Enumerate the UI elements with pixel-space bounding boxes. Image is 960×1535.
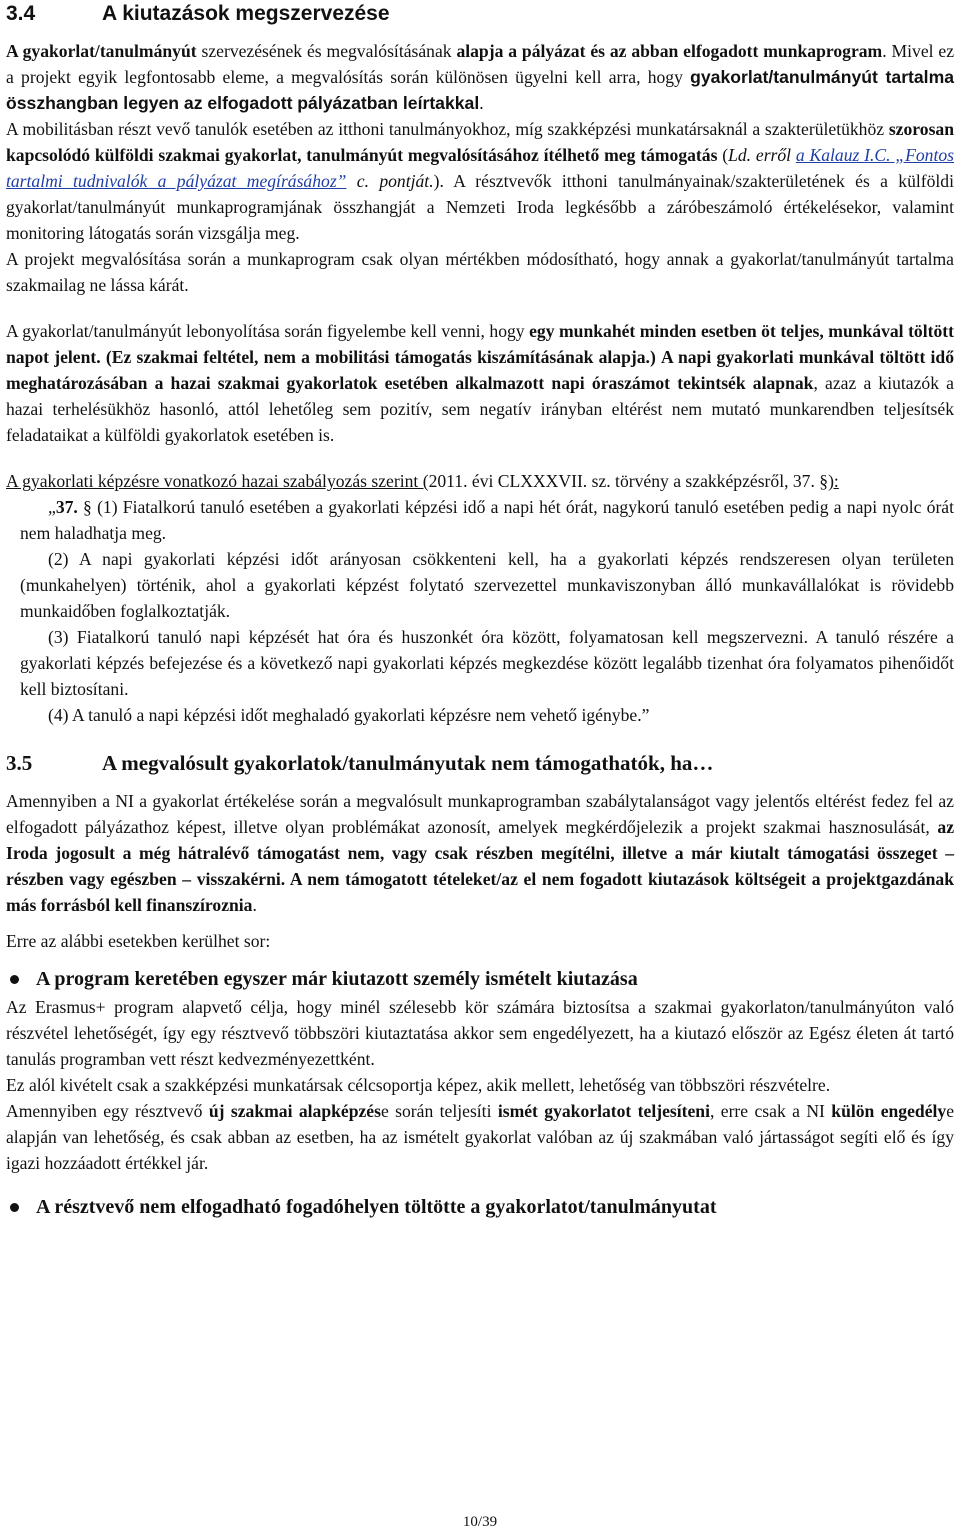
- section-number: 3.5: [6, 750, 33, 775]
- paragraph-3-4-1: [6, 38, 954, 116]
- text: 2011. évi CLXXXVII. sz. törvény a szakképzésről, 37. §: [428, 471, 829, 491]
- paragraph-3-5-1: [6, 788, 954, 918]
- paragraph-3-4-2: [6, 116, 954, 246]
- text: ). A résztvevők itthoni tanulmányainak/szakterületének és a külföldi gyakorlat/tanulmányút munkaprogramjának összhangját a Nemzeti Iroda legkésőbb a záróbeszámoló értékelésekor, valamint monitoring látogatás során vizsgálja meg.: [6, 171, 954, 243]
- document-page: [6, 0, 954, 1222]
- law-quote: [6, 494, 954, 728]
- text-bold: külön engedély: [831, 1101, 947, 1121]
- text: (1) Fiatalkorú tanuló esetében a gyakorlati képzési idő a napi hét órát, nagykorú tanuló esetében pedig a napi nyolc órát nem haladhatja meg.: [20, 497, 954, 543]
- text: , erre csak a NI: [709, 1101, 832, 1121]
- bullet-text: A résztvevő nem elfogadható fogadóhelyen töltötte a gyakorlatot/tanulmányutat: [36, 1195, 717, 1218]
- bullet-1-paragraph-3: [6, 1098, 954, 1176]
- text-bold: alapja a pályázat és az abban elfogadott munkaprogram: [456, 41, 883, 61]
- section-title: A megvalósult gyakorlatok/tanulmányutak nem támogathatók, ha…: [102, 750, 714, 775]
- text: Amennyiben egy résztvevő: [6, 1101, 209, 1121]
- text: szervezésének és megvalósításának: [196, 41, 457, 61]
- bullet-1-paragraph-1: Az Erasmus+ program alapvető célja, hogy minél szélesebb kör számára biztosítsa a szakmai gyakorlaton/tanulmányúton való részvétel lehetőségét, így egy résztvevő többszöri kiutaztatása akkor sem engedélyezett, ha a kiutazó először az Egész életen át tartó tanulás programban vett részt kedvezményezettként.: [6, 997, 954, 1069]
- paragraph-3-4-4: [6, 318, 954, 448]
- text-italic: c. pontját.: [346, 171, 434, 191]
- bullet-dot-icon: [10, 1203, 19, 1212]
- paragraph-3-4-5: [6, 468, 954, 494]
- section-3-4-heading: [6, 0, 954, 28]
- text: A gyakorlat/tanulmányút lebonyolítása során figyelembe kell venni, hogy: [6, 321, 530, 341]
- text: (: [717, 145, 729, 165]
- paragraph-3-5-2: Erre az alábbi esetekben kerülhet sor:: [6, 931, 271, 951]
- text: e során teljesíti: [380, 1101, 498, 1121]
- text-bold: új szakmai alapképzés: [208, 1101, 381, 1121]
- bullet-text: A program keretében egyszer már kiutazott személy ismételt kiutazása: [36, 967, 638, 990]
- text: „: [48, 497, 56, 517]
- text-bold: 37.: [55, 497, 78, 517]
- text-italic: Ld. erről: [728, 145, 796, 165]
- text-bold: szorosan kapcsolódó külföldi szakmai gyakorlat, tanulmányút megvalósításához ítélhető meg támogatás: [6, 119, 954, 165]
- text: , azaz a kiutazók a hazai terhelésükhöz hasonló, attól lehetőleg sem pozitív, sem negatív irányban eltérést nem mutató munkarendben teljesítsék feladataikat a külföldi gyakorlatok esetében is.: [6, 373, 954, 445]
- law-quote-item-3: (3) Fiatalkorú tanuló napi képzését hat óra és huszonkét óra között, folyamatosan kell megszervezni. A tanuló részére a gyakorlati képzés befejezése és a következő napi gyakorlati képzés megkezdése között legalább tizenhat óra folyamatos pihenőidőt kell biztosítani.: [20, 627, 954, 699]
- text: Amennyiben a NI a gyakorlat értékelése során a megvalósult munkaprogramban szabálytalanságot vagy jelentős eltérést fedez fel az elfogadott pályázathoz képest, illetve olyan problémákat azonosít, amelyek megkérdőjelezik a projekt szakmai hasznosulását,: [6, 791, 954, 837]
- bullet-item-1: [6, 964, 954, 994]
- text: .: [479, 93, 484, 113]
- law-quote-item-4: (4) A tanuló a napi képzési időt meghaladó gyakorlati képzésre nem vehető igénybe.”: [48, 705, 650, 725]
- section-title: A kiutazások megszervezése: [102, 2, 390, 25]
- text: §: [77, 497, 92, 517]
- text: . Mivel ez a projekt egyik legfontosabb eleme, a megvalósítás során különösen ügyelni kell arra, hogy: [6, 41, 955, 87]
- text-bold: gyakorlat/tanulmányút tartalma összhangban legyen az elfogadott pályázatban leírtakkal: [6, 67, 954, 113]
- law-quote-item-1: [20, 494, 954, 546]
- text-underline: A gyakorlati képzésre vonatkozó hazai szabályozás szerint (: [6, 471, 429, 491]
- paragraph-3-4-3: A projekt megvalósítása során a munkaprogram csak olyan mértékben módosítható, hogy annak a gyakorlat/tanulmányút tartalma szakmailag ne lássa kárát.: [6, 249, 954, 295]
- text: e alapján van lehetőség, és csak abban az esetben, ha az ismételt gyakorlat valóban az új szakmában való jártasságot segíti elő és így igazi hozzáadott értékkel jár.: [6, 1101, 954, 1173]
- bullet-dot-icon: [10, 975, 19, 984]
- text-bold: A napi gyakorlati munkával töltött idő meghatározásában a hazai szakmai gyakorlatok esetében alkalmazott napi óraszámot tekintsék alapnak: [6, 347, 954, 393]
- kalauz-link[interactable]: a Kalauz I.C. „Fontos tartalmi tudnivalók a pályázat megírásához”: [6, 145, 954, 191]
- section-number: 3.4: [6, 2, 36, 25]
- text-bold: ismét gyakorlatot teljesíteni: [497, 1101, 710, 1121]
- law-quote-item-2: (2) A napi gyakorlati képzési időt arányosan csökkenteni kell, ha a gyakorlati képzés rendszeresen olyan területen (munkahelyen) történik, ahol a gyakorlati képzést folytató szervezettel munkaviszonyban álló munkavállalókat is rövidebb munkaidőben foglalkoztatják.: [20, 549, 954, 621]
- text: A mobilitásban részt vevő tanulók esetében az itthoni tanulmányokhoz, míg szakképzési munkatársaknál a szakterületükhöz: [6, 119, 889, 139]
- section-3-5-heading: [6, 748, 954, 778]
- bullet-item-2: [6, 1192, 954, 1222]
- text-underline: ):: [828, 471, 839, 491]
- bullet-1-paragraph-2: Ez alól kivételt csak a szakképzési munkatársak célcsoportja képez, akik mellett, lehetőség van többszöri részvételre.: [6, 1075, 831, 1095]
- text-bold: A gyakorlat/tanulmányút: [6, 41, 197, 61]
- text: .: [252, 895, 257, 915]
- text-bold: az Iroda jogosult a még hátralévő támogatást nem, vagy csak részben megítélni, illetve a már kiutalt támogatási összeget – részben vagy egészben – visszakérni. A nem támogatott tételeket/az el nem fogadott kiutazások költségeit a projektgazdának más forrásból kell finanszíroznia: [6, 817, 954, 915]
- page-number: 10/39: [462, 1514, 498, 1530]
- text-bold: egy munkahét minden esetben öt teljes, munkával töltött napot jelent. (Ez szakmai feltétel, nem a mobilitási támogatás kiszámításának alapja.): [6, 321, 954, 367]
